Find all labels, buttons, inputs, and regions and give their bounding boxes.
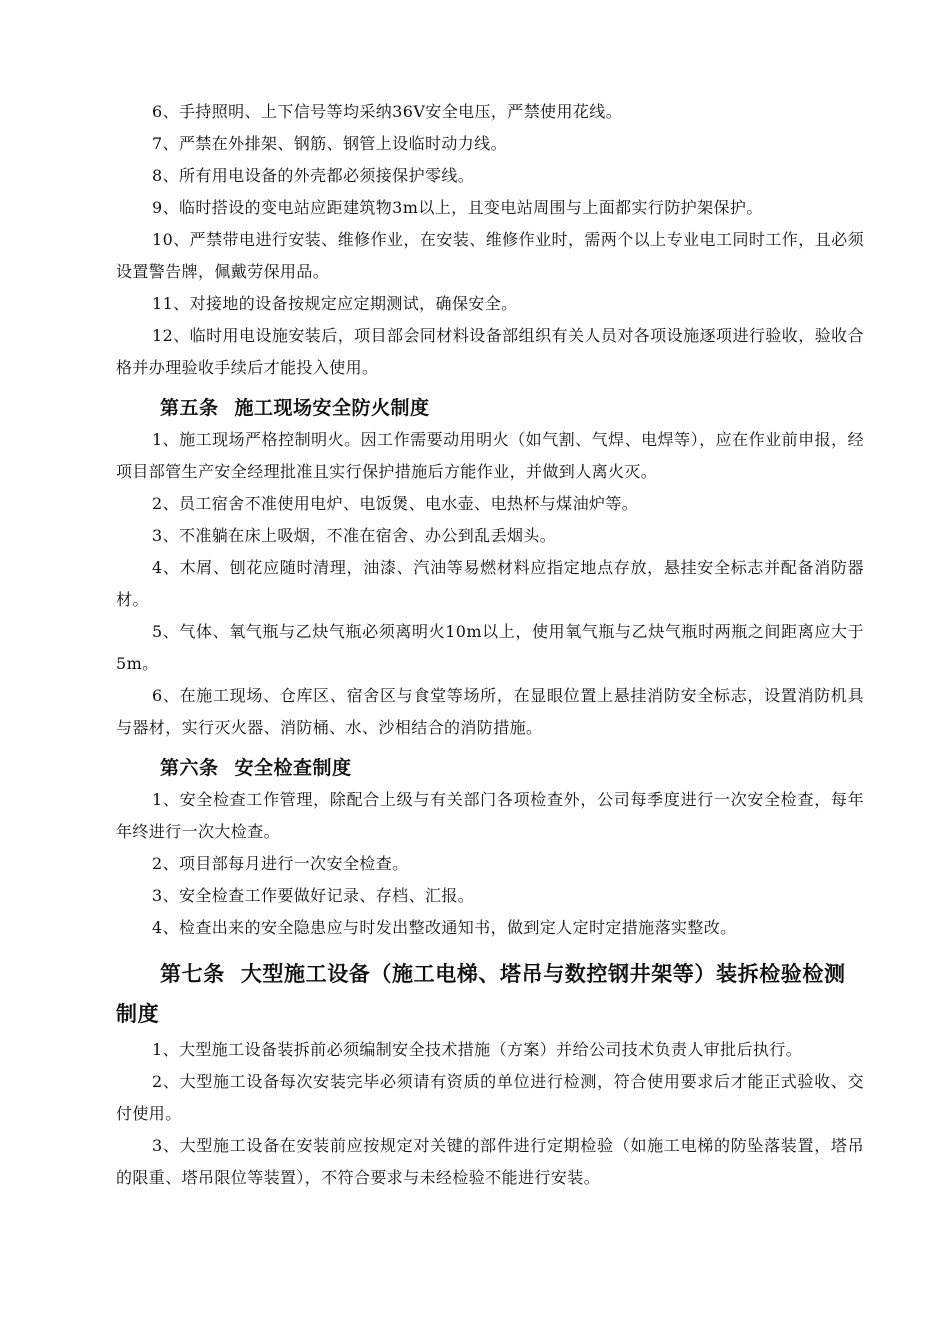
paragraph: 4、检查出来的安全隐患应与时发出整改通知书，做到定人定时定措施落实整改。: [152, 918, 737, 937]
article-title: 施工现场安全防火制度: [234, 397, 430, 419]
paragraph: 6、在施工现场、仓库区、宿舍区与食堂等场所，在显眼位置上悬挂消防安全标志，设置消防机具与器材，实行灭火器、消防桶、水、沙相结合的消防措施。: [116, 686, 864, 737]
paragraph: 1、施工现场严格控制明火。因工作需要动用明火（如气割、气焊、电焊等），应在作业前申报，经项目部管生产安全经理批准且实行保护措施后方能作业，并做到人离火灭。: [116, 430, 864, 481]
paragraph: 3、不准躺在床上吸烟，不准在宿舍、办公到乱丢烟头。: [152, 526, 557, 545]
paragraph: 2、大型施工设备每次安装完毕必须请有资质的单位进行检测，符合使用要求后才能正式验收、交付使用。: [116, 1072, 864, 1123]
paragraph: 2、项目部每月进行一次安全检查。: [152, 854, 409, 873]
paragraph: 2、员工宿舍不准使用电炉、电饭煲、电水壶、电热杯与煤油炉等。: [152, 494, 639, 513]
section-fire-safety: [116, 392, 864, 744]
section-heading: [116, 954, 864, 1034]
paragraph: 9、临时搭设的变电站应距建筑物3m以上，且变电站周围与上面都实行防护架保护。: [152, 198, 763, 217]
paragraph: 8、所有用电设备的外壳都必须接保护零线。: [152, 166, 475, 185]
article-number: 第七条: [160, 962, 225, 986]
paragraph: 3、安全检查工作要做好记录、存档、汇报。: [152, 886, 475, 905]
paragraph: 11、对接地的设备按规定应定期测试，确保安全。: [152, 294, 518, 313]
section-electrical: [116, 96, 864, 384]
article-title: 安全检查制度: [234, 757, 352, 779]
paragraph: 6、手持照明、上下信号等均采纳36V安全电压，严禁使用花线。: [152, 102, 623, 121]
article-number: 第五条: [160, 397, 219, 419]
paragraph: 3、大型施工设备在安装前应按规定对关键的部件进行定期检验（如施工电梯的防坠落装置，塔吊的限重、塔吊限位等装置），不符合要求与未经检验不能进行安装。: [116, 1136, 864, 1187]
section-safety-inspection: [116, 752, 864, 944]
paragraph: 1、大型施工设备装拆前必须编制安全技术措施（方案）并给公司技术负责人审批后执行。: [152, 1040, 803, 1059]
document-page: [116, 96, 864, 1194]
article-title: 大型施工设备（施工电梯、塔吊与数控钢井架等）装拆检验检测制度: [116, 962, 846, 1026]
paragraph: 5、气体、氧气瓶与乙炔气瓶必须离明火10m以上，使用氧气瓶与乙炔气瓶时两瓶之间距离应大于5m。: [116, 622, 864, 673]
article-number: 第六条: [160, 757, 219, 779]
paragraph: 1、安全检查工作管理，除配合上级与有关部门各项检查外，公司每季度进行一次安全检查，每年年终进行一次大检查。: [116, 790, 864, 841]
section-heading: [116, 752, 864, 784]
section-heading: [116, 392, 864, 424]
paragraph: 7、严禁在外排架、钢筋、钢管上设临时动力线。: [152, 134, 507, 153]
section-equipment-inspection: [116, 954, 864, 1194]
paragraph: 12、临时用电设施安装后，项目部会同材料设备部组织有关人员对各项设施逐项进行验收，验收合格并办理验收手续后才能投入使用。: [116, 326, 864, 377]
paragraph: 4、木屑、刨花应随时清理，油漆、汽油等易燃材料应指定地点存放，悬挂安全标志并配备消防器材。: [116, 558, 864, 609]
paragraph: 10、严禁带电进行安装、维修作业，在安装、维修作业时，需两个以上专业电工同时工作，且必须设置警告牌，佩戴劳保用品。: [116, 230, 864, 281]
